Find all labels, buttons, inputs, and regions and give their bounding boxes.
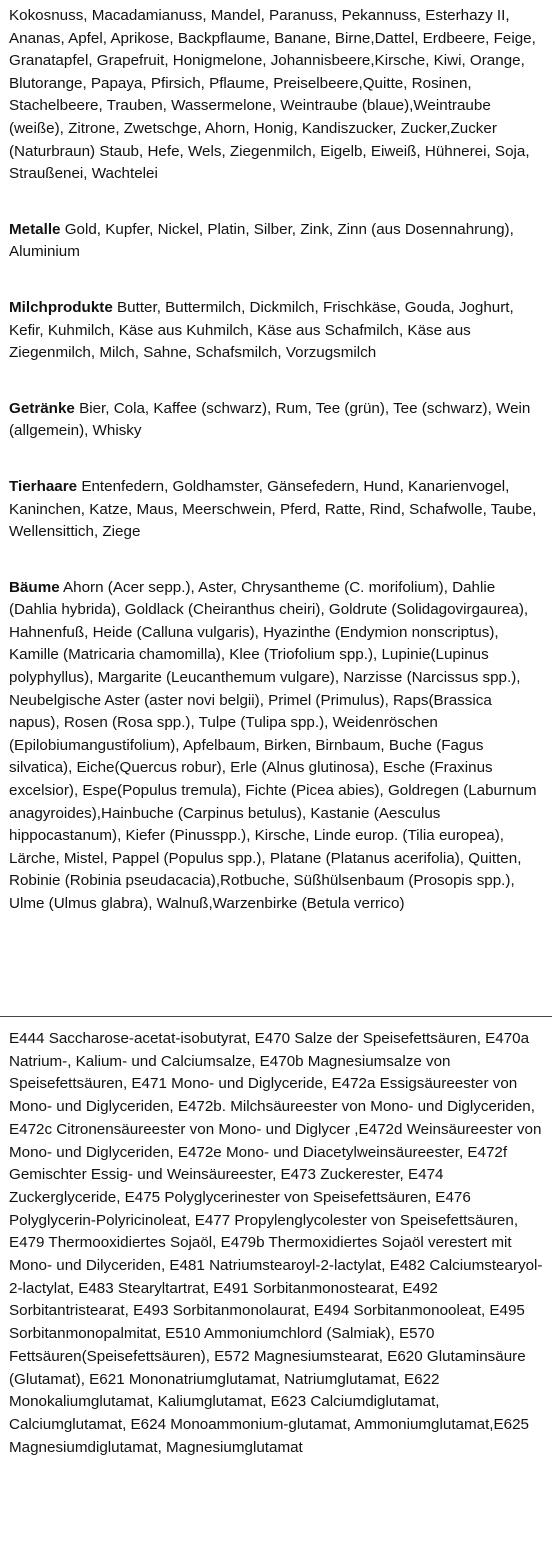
- section-text: Kokosnuss, Macadamianuss, Mandel, Paranuss, Pekannuss, Esterhazy II, Ananas, Apfel, Aprikose, Backpflaume, Banane, Birne,Dattel, Erdbeere, Feige, Granatapfel, Grapefruit, Honigmelone, Johannisbeere,Kirsche, Kiwi, Orange, Blutorange, Papaya, Pfirsich, Pflaume, Preiselbeere,Quitte, Rosinen, Stachelbeere, Trauben, Wassermelone, Weintraube (blaue),Weintraube (weiße), Zitrone, Zwetschge, Ahorn, Honig, Kandiszucker, Zucker,Zucker (Naturbraun) Staub, Hefe, Wels, Ziegenmilch, Eigelb, Eiweiß, Hühnerei, Soja, Straußenei, Wachtelei: [9, 7, 536, 183]
- category-heading: Milchprodukte: [9, 298, 113, 316]
- additives-list: [9, 1028, 545, 1459]
- category-heading: Getränke: [9, 399, 75, 417]
- section-text: Butter, Buttermilch, Dickmilch, Frischkäse, Gouda, Joghurt, Kefir, Kuhmilch, Käse aus Kuhmilch, Käse aus Schafmilch, Käse aus Ziegenmilch, Milch, Sahne, Schafsmilch, Vorzugsmilch: [9, 298, 514, 362]
- category-heading: Bäume: [9, 578, 60, 596]
- section-fruits-nuts: [9, 5, 545, 186]
- section-animal-hair: [9, 476, 545, 544]
- category-heading: Tierhaare: [9, 477, 78, 495]
- allergen-list: [9, 5, 545, 916]
- additives-text: E444 Saccharose-acetat-isobutyrat, E470 Salze der Speisefettsäuren, E470a Natrium-, Kalium- und Calciumsalze, E470b Magnesiumsalze von Speisefettsäuren, E471 Mono- und Diglyceride, E472a Essigsäureester von Mono- und Diglyceriden, E472b. Milchsäureester von Mono- und Diglyceriden, E472c Citronensäureester von Mono- und Diglycer ,E472d Weinsäureester von Mono- und Diglyceriden, E472e Mono- und Diacetylweinsäureester, E472f Gemischter Essig- und Weinsäureester, E473 Zuckerester, E474 Zuckerglyceride, E475 Polyglycerinester von Speisefettsäuren, E476 Polyglycerin-Polyricinoleat, E477 Propylenglycolester von Speisefettsäuren, E479 Thermooxidiertes Sojaöl, E479b Thermoxidiertes Sojaöl verestert mit Mono- und Dilyceriden, E481 Natriumstearoyl-2-lactylat, E482 Calciumstearyol-2-lactylat, E483 Stearyltartrat, E491 Sorbitanmonostearat, E492 Sorbitantristearat, E493 Sorbitanmonolaurat, E494 Sorbitanmonooleat, E495 Sorbitanmonopalmitat, E510 Ammoniumchlord (Salmiak), E570 Fettsäuren(Speisefettsäuren), E572 Magnesiumstearat, E620 Glutaminsäure (Glutamat), E621 Mononatriumglutamat, Natriumglutamat, E622 Monokaliumglutamat, Kaliumglutamat, E623 Calciumdiglutamat, Calciumglutamat, E624 Monoammonium-glutamat, Ammoniumglutamat,E625 Magnesiumdiglutamat, Magnesiumglutamat: [9, 1030, 543, 1456]
- section-text: Ahorn (Acer sepp.), Aster, Chrysantheme (C. morifolium), Dahlie (Dahlia hybrida), Goldlack (Cheiranthus cheiri), Goldrute (Solidagovirgaurea), Hahnenfuß, Heide (Calluna vulgaris), Hyazinthe (Endymion nonscriptus), Kamille (Matricaria chamomilla), Klee (Triofolium spp.), Lupinie(Lupinus polyphyllus), Margarite (Leucanthemum vulgare), Narzisse (Narcissus spp.), Neubelgische Aster (aster novi belgii), Primel (Primulus), Raps(Brassica napus), Rosen (Rosa spp.), Tulpe (Tulipa spp.), Weidenröschen (Epilobiumangustifolium), Apfelbaum, Birken, Birnbaum, Buche (Fagus silvatica), Eiche(Quercus robur), Erle (Alnus glutinosa), Esche (Fraxinus excelsior), Espe(Populus tremula), Fichte (Picea abies), Goldregen (Laburnum anagyroides),Hainbuche (Carpinus betulus), Kastanie (Aesculus hippocastanum), Kiefer (Pinusspp.), Kirsche, Linde europ. (Tilia europea), Lärche, Mistel, Pappel (Populus spp.), Platane (Platanus acerifolia), Quitten, Robinie (Robinia pseudacacia),Rotbuche, Süßhülsenbaum (Prosopis spp.), Ulme (Ulmus glabra), Walnuß,Warzenbirke (Betula verrico): [9, 578, 537, 912]
- section-metals: [9, 219, 545, 264]
- section-divider: [0, 1016, 552, 1017]
- section-drinks: [9, 398, 545, 443]
- section-text: Gold, Kupfer, Nickel, Platin, Silber, Zink, Zinn (aus Dosennahrung), Aluminium: [9, 220, 514, 261]
- category-heading: Metalle: [9, 220, 61, 238]
- section-text: Entenfedern, Goldhamster, Gänsefedern, Hund, Kanarienvogel, Kaninchen, Katze, Maus, Meerschwein, Pferd, Ratte, Rind, Schafwolle, Taube, Wellensittich, Ziege: [9, 477, 537, 541]
- section-dairy: [9, 297, 545, 365]
- section-text: Bier, Cola, Kaffee (schwarz), Rum, Tee (grün), Tee (schwarz), Wein (allgemein), Whisky: [9, 399, 531, 440]
- section-trees: [9, 577, 545, 916]
